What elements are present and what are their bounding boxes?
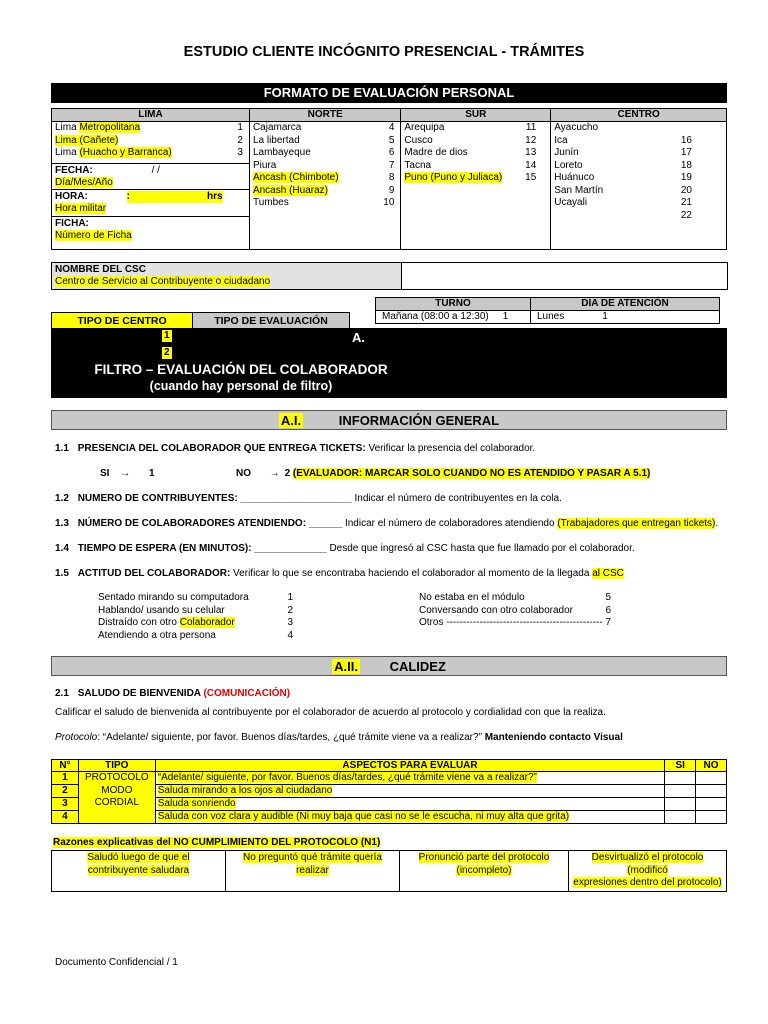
sur-column <box>401 122 551 250</box>
centro-item[interactable]: Ucayali 21 <box>554 197 692 208</box>
si-checkbox[interactable] <box>665 772 696 785</box>
si-checkbox[interactable] <box>665 811 696 824</box>
no-checkbox[interactable] <box>696 772 727 785</box>
lima-item[interactable]: Lima (Cañete) 2 <box>55 134 243 146</box>
centro-item[interactable]: Ayacucho <box>554 122 599 133</box>
q15-option[interactable]: No estaba en el módulo 5 <box>419 592 611 603</box>
csc-input[interactable] <box>403 263 727 289</box>
norte-header: NORTE <box>249 109 400 122</box>
reason-option[interactable]: Pronunció parte del protocolo (incompleto) <box>400 851 569 892</box>
section-aii-code: A.II. <box>334 659 358 674</box>
centro-item[interactable]: San Martín 20 <box>554 184 692 196</box>
footer-text: Documento Confidencial / 1 <box>55 957 178 968</box>
section-aii-title: CALIDEZ <box>389 659 446 674</box>
ficha-field[interactable]: FICHA: Número de Ficha <box>52 216 249 243</box>
centro-item[interactable]: Huánuco 19 <box>554 172 692 183</box>
tipo-centro-label: TIPO DE CENTRO <box>52 313 193 329</box>
csc-box <box>51 262 728 290</box>
si-checkbox[interactable] <box>665 798 696 811</box>
section-ai-code: A.I. <box>280 413 302 428</box>
norte-column <box>249 122 400 250</box>
protocolo-line: Protocolo: “Adelante/ siguiente, por favor. Buenos días/tardes, ¿qué trámite viene va a realizar?” Manteniendo contacto Visual <box>55 732 623 743</box>
turno-dia-table <box>375 297 720 324</box>
sur-header: SUR <box>401 109 551 122</box>
question-1-4[interactable]: 1.4 TIEMPO DE ESPERA (EN MINUTOS): _____________ Desde que ingresó al CSC hasta que fue llamado por el colaborador. <box>55 543 635 554</box>
q15-options-right <box>419 592 611 630</box>
lima-item[interactable]: Lima Metropolitana 1 <box>55 122 243 133</box>
no-checkbox[interactable] <box>696 785 727 798</box>
norte-item[interactable]: Lambayeque 6 <box>252 147 395 158</box>
sur-item[interactable]: Tacna 14 <box>404 159 537 171</box>
reasons-title: Razones explicativas del NO CUMPLIMIENTO DEL PROTOCOLO (N1) <box>53 837 381 848</box>
reason-option[interactable]: Saludó luego de que el contribuyente saludara <box>52 851 226 892</box>
question-2-1: 2.1 SALUDO DE BIENVENIDA (COMUNICACIÓN) <box>55 688 291 699</box>
centro-column <box>551 122 727 250</box>
q15-option[interactable]: Sentado mirando su computadora 1 <box>98 592 293 603</box>
regions-table <box>51 108 727 250</box>
table-row: 2 Saluda mirando a los ojos al ciudadano <box>52 785 727 798</box>
section-aii-bar <box>51 656 727 676</box>
sur-item[interactable]: Puno (Puno y Juliaca) 15 <box>404 172 537 183</box>
q15-option[interactable]: Distraído con otro Colaborador 3 <box>98 617 293 628</box>
norte-item[interactable]: Piura 7 <box>252 159 395 171</box>
centro-header: CENTRO <box>551 109 727 122</box>
document-title: ESTUDIO CLIENTE INCÓGNITO PRESENCIAL - TRÁMITES <box>183 44 585 60</box>
lima-item[interactable]: Lima (Huacho y Barranca) 3 <box>55 147 243 158</box>
norte-item[interactable]: Ancash (Chimbote) 8 <box>252 172 395 183</box>
centro-item[interactable]: Junín 17 <box>554 147 692 158</box>
csc-hint: Centro de Servicio al Contribuyente o ciudadano <box>55 276 271 287</box>
lima-header: LIMA <box>52 109 250 122</box>
q15-options-left <box>98 592 293 642</box>
table-row: 1 PROTOCOLO MODO CORDIAL “Adelante/ siguiente, por favor. Buenos días/tardes, ¿qué trámite viene va a realizar?” <box>52 772 727 785</box>
table-row: 4 Saluda con voz clara y audible (Ni muy baja que casi no se le escucha, ni muy alta que grita) <box>52 811 727 824</box>
col-n: N° <box>52 760 79 772</box>
q11-note: (EVALUADOR: MARCAR SOLO CUANDO NO ES ATENDIDO Y PASAR A 5.1) <box>292 468 651 479</box>
filtro-block <box>51 328 727 398</box>
q11-no-option[interactable]: NO → 2 (EVALUADOR: MARCAR SOLO CUANDO NO ES ATENDIDO Y PASAR A 5.1) <box>236 468 651 479</box>
question-1-1: 1.1 PRESENCIA DEL COLABORADOR QUE ENTREGA TICKETS: Verificar la presencia del colaborador. <box>55 443 536 454</box>
col-no: NO <box>696 760 727 772</box>
format-title-bar <box>51 83 727 103</box>
filtro-title: FILTRO – EVALUACIÓN DEL COLABORADOR <box>94 362 388 377</box>
hora-field[interactable]: HORA: : hrs Hora militar <box>52 189 249 216</box>
q15-option[interactable]: Atendiendo a otra persona 4 <box>98 629 293 641</box>
centro-item[interactable]: Loreto 18 <box>554 159 692 171</box>
lima-column <box>52 122 250 250</box>
format-title: FORMATO DE EVALUACIÓN PERSONAL <box>263 85 515 100</box>
no-checkbox[interactable] <box>696 811 727 824</box>
reasons-table <box>51 850 727 892</box>
norte-item[interactable]: Ancash (Huaraz) 9 <box>252 184 395 196</box>
no-checkbox[interactable] <box>696 798 727 811</box>
filtro-subtitle: (cuando hay personal de filtro) <box>149 379 333 393</box>
fecha-field[interactable]: FECHA: / / Día/Mes/Año <box>52 163 249 189</box>
section-a-letter: A. <box>352 330 365 345</box>
tipo-option-2[interactable]: 2 <box>164 347 170 358</box>
dia-header: DÍA DE ATENCIÓN <box>531 298 720 311</box>
q21-description: Calificar el saludo de bienvenida al contribuyente por el colaborador de acuerdo al protocolo y cordialidad con que la realiza. <box>55 707 606 718</box>
table-row: 3 Saluda sonriendo <box>52 798 727 811</box>
q15-option[interactable]: Otros ----------------------------------------------- 7 <box>419 617 611 628</box>
section-ai-title: INFORMACIÓN GENERAL <box>338 413 500 428</box>
sur-item[interactable]: Madre de dios 13 <box>404 147 537 158</box>
centro-item[interactable]: 22 <box>680 209 692 221</box>
q15-option[interactable]: Conversando con otro colaborador 6 <box>419 604 611 616</box>
col-tipo: TIPO <box>78 760 155 772</box>
centro-item[interactable]: Ica 16 <box>554 134 692 146</box>
tipo-evaluacion-label: TIPO DE EVALUACIÓN <box>193 313 349 329</box>
question-1-3[interactable]: 1.3 NÚMERO DE COLABORADORES ATENDIENDO: ______ Indicar el número de colaboradores atendiendo (Trabajadores que entregan tickets). <box>55 518 719 529</box>
norte-item[interactable]: Tumbes 10 <box>252 197 395 208</box>
sur-item[interactable]: Arequipa 11 <box>404 122 537 133</box>
q15-option[interactable]: Hablando/ usando su celular 2 <box>98 604 293 616</box>
question-1-2[interactable]: 1.2 NUMERO DE CONTRIBUYENTES: ____________________ Indicar el número de contribuyentes en la cola. <box>55 493 562 504</box>
tipo-option-1[interactable]: 1 <box>164 330 170 341</box>
turno-option[interactable]: Mañana (08:00 a 12:30) 1 <box>376 311 531 324</box>
si-checkbox[interactable] <box>665 785 696 798</box>
section-ai-bar <box>51 410 727 430</box>
question-1-5: 1.5 ACTITUD DEL COLABORADOR: Verificar lo que se encontraba haciendo el colaborador al momento de la llegada al CSC <box>55 568 624 579</box>
tipo-cell: PROTOCOLO MODO CORDIAL <box>78 772 155 824</box>
q11-si-option[interactable]: SI → 1 <box>100 468 155 479</box>
protocol-table <box>51 759 727 824</box>
sur-item[interactable]: Cusco 12 <box>404 134 537 146</box>
turno-header: TURNO <box>376 298 531 311</box>
reason-option[interactable]: No preguntó qué trámite quería realizar <box>226 851 400 892</box>
col-si: SI <box>665 760 696 772</box>
norte-item[interactable]: Cajamarca 4 <box>252 122 395 133</box>
csc-label: NOMBRE DEL CSC <box>55 264 146 275</box>
norte-item[interactable]: La libertad 5 <box>252 134 395 146</box>
reason-option[interactable]: Desvirtualizó el protocolo (modificó expresiones dentro del protocolo) <box>569 851 727 892</box>
col-aspectos: ASPECTOS PARA EVALUAR <box>155 760 665 772</box>
dia-option[interactable]: Lunes 1 <box>531 311 720 324</box>
